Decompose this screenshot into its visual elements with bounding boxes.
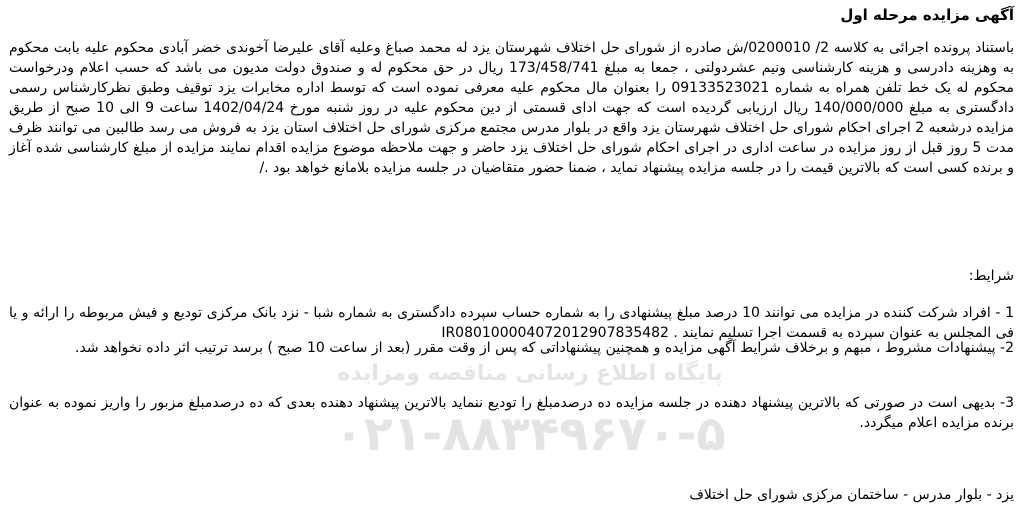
condition-1 — [9, 303, 1014, 343]
footer-address: یزد - بلوار مدرس - ساختمان مرکزی شورای حل اختلاف — [689, 487, 1014, 503]
condition-1-text: 1 - افراد شرکت کننده در مزایده می توانند 10 درصد مبلغ پیشنهادی را به شماره حساب سپرده دادگستری به شماره شبا - نزد بانک مرکزی تودیع و فیش مربوطه را ارائه و یا فی المجلس به عنوان سپرده به قسمت اجرا تسلیم نمایند . — [9, 305, 1015, 341]
condition-3: 3- بدیهی است در صورتی که بالاترین پیشنهاد دهنده در جلسه مزایده ده درصدمبلغ را تودیع ننماید بالاترین پیشنهاد دهنده بعدی که ده درصدمبلغ مزبور را واریز نموده به عنوان برنده مزایده اعلام میگردد. — [9, 395, 1014, 431]
watermark-line-2: ۰۲۱-۸۸۳۴۹۶۷۰-۵ — [334, 406, 726, 462]
notice-title: آگهی مزایده مرحله اول — [840, 6, 1014, 24]
conditions-label: شرایط: — [968, 268, 1014, 284]
condition-1-iban: IR080100004072012907835482 — [441, 325, 669, 341]
condition-2: 2- پیشنهادات مشروط ، مبهم و برخلاف شرایط آگهی مزایده و همچنین پیشنهاداتی که پس از وقت مقرر (بعد از ساعت 10 صبح ) برسد ترتیب اثر داده نخواهد شد. — [75, 340, 1014, 356]
notice-intro-paragraph: باستناد پرونده اجرائی به کلاسه 2/ 0200010/ش صادره از شورای حل اختلاف شهرستان یزد له محمد صباغ وعلیه آقای علیرضا آخوندی خضر آبادی محکوم علیه بابت محکوم به وهزینه دادرسی و هزینه کارشناسی ونیم عشردولتی ، جمعا به مبلغ 173/458/741 ریال در حق محکوم له و صندوق دولت مدیون می باشد که حسب اعلام ودرخواست محکوم له یک خط تلفن همراه به شماره 09133523021 را بعنوان مال محکوم علیه معرفی نموده است که توسط اداره مخابرات یزد توقیف وطبق نظرکارشناس رسمی دادگستری به مبلغ 140/000/000 ریال ارزیابی گردیده است که جهت ادای قسمتی از دین محکوم علیه در روز شنبه مورخ 1402/04/24 ساعت 9 الی 10 صبح از طریق مزایده درشعبه 2 اجرای احکام شورای حل اختلاف شهرستان یزد واقع در بلوار مدرس مجتمع مرکزی شورای حل اختلاف استان یزد به فروش می رسد طالبین می توانند ظرف مدت 5 روز قبل از روز مزایده در ساعت اداری در اجرای احکام شورای حل اختلاف یزد حاضر و جهت ملاحظه موضوع مزایده اقدام نمایند مزایده از مبلغ کارشناسی شده آغاز و برنده کسی است که بالاترین قیمت را در جلسه مزایده پیشنهاد نماید ، ضمنا حضور متقاضیان در جلسه مزایده بلامانع خواهد بود ./ — [9, 40, 1015, 176]
watermark-line-1: پایگاه اطلاع رسانی مناقصه ومزایده — [337, 361, 723, 386]
